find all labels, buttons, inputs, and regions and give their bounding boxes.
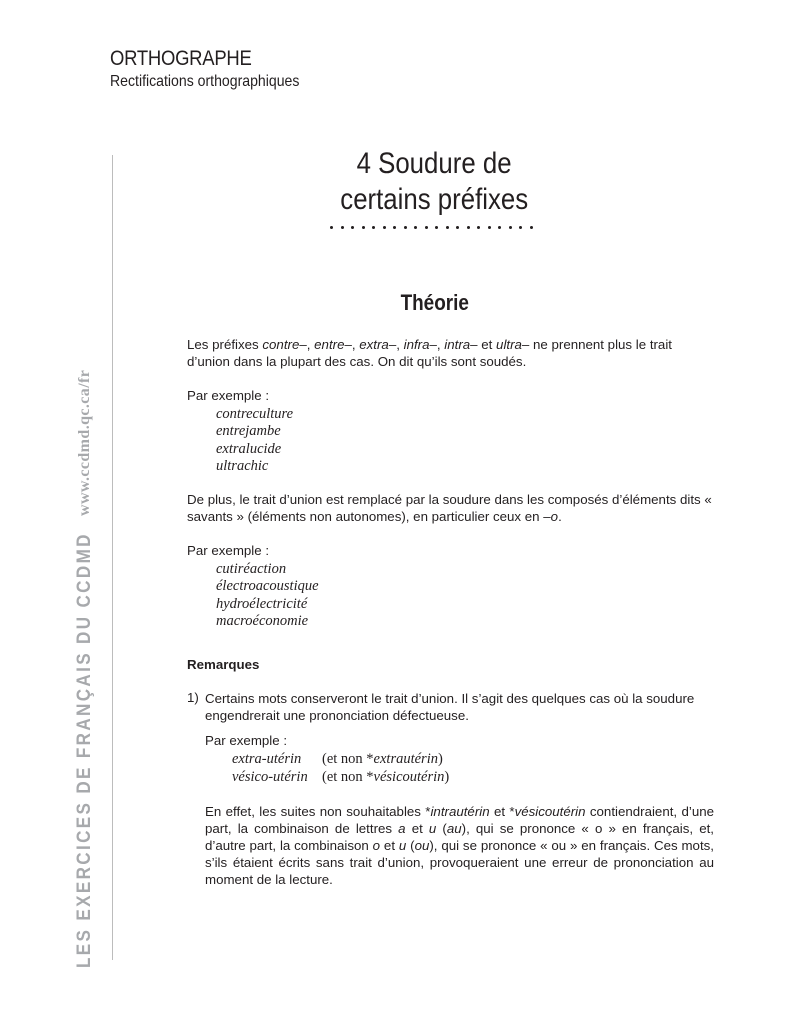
page-header <box>110 47 325 91</box>
dot <box>425 226 428 229</box>
dot <box>414 226 417 229</box>
list-item: entrejambe <box>216 423 281 440</box>
dot <box>435 226 438 229</box>
dot <box>467 226 470 229</box>
comparison-list <box>232 751 449 786</box>
list-item: extralucide <box>216 440 282 457</box>
example-list-1 <box>216 406 293 475</box>
list-item: macroéconomie <box>216 612 309 629</box>
dot <box>477 226 480 229</box>
dot <box>446 226 449 229</box>
dot <box>488 226 491 229</box>
dot <box>330 226 333 229</box>
intro-paragraph: Les préfixes contre–, entre–, extra–, infra–, intra– et ultra– ne prennent plus le trait d’union dans la plupart des cas. On dit qu’ils sont soudés. <box>187 337 672 369</box>
section-title: ORTHOGRAPHE <box>110 47 252 70</box>
dot <box>530 226 533 229</box>
theory-heading: Théorie <box>400 290 470 315</box>
dot <box>372 226 375 229</box>
paragraph-2: De plus, le trait d’union est remplacé par la soudure dans les composés d’éléments dits « savants » (éléments non autonomes), en particulier ceux en –o. <box>187 492 712 524</box>
dot <box>509 226 512 229</box>
dot <box>393 226 396 229</box>
list-item: ultrachic <box>216 457 269 474</box>
series-title: LES EXERCICES DE FRANÇAIS DU CCDMD <box>74 532 95 968</box>
dot <box>498 226 501 229</box>
site-url[interactable]: www.ccdmd.qc.ca/fr <box>76 369 93 516</box>
comparison-row: extra-utérin (et non *extrautérin) <box>232 751 443 767</box>
example-label-1: Par exemple : <box>187 388 270 403</box>
page-title <box>300 146 568 218</box>
example-list-2 <box>216 561 319 630</box>
list-item: hydroélectricité <box>216 595 308 612</box>
example-label-2: Par exemple : <box>187 543 270 558</box>
dot <box>351 226 354 229</box>
dot <box>456 226 459 229</box>
remark-text: Certains mots conserveront le trait d’union. Il s’agit des quelques cas où la soudure engendrerait une prononciation défectueuse. <box>205 691 695 723</box>
sidebar-vertical-text <box>74 368 114 968</box>
remark-example-label: Par exemple : <box>205 733 288 748</box>
dot <box>383 226 386 229</box>
list-item: électroacoustique <box>216 578 319 595</box>
dot <box>404 226 407 229</box>
subsection-title: Rectifications orthographiques <box>110 73 300 90</box>
dot <box>362 226 365 229</box>
title-line-1: 4 Soudure de <box>356 147 512 180</box>
remark-number: 1) <box>187 690 199 705</box>
dot <box>519 226 522 229</box>
list-item: cutiréaction <box>216 561 287 577</box>
dot <box>341 226 344 229</box>
remark-explanation: En effet, les suites non souhaitables *intrautérin et *vésicoutérin contiendraient, d’une part, la combinaison de lettres a et u (au), qui se prononce « o » en français, et, d’autre part, la combinaison o et u (ou), qui se prononce « ou » en français. Ces mots, s’ils étaient écrits sans trait d’union, provoqueraient une erreur de prononciation au moment de la lecture. <box>205 804 714 887</box>
dotted-rule <box>330 222 540 232</box>
remarks-heading: Remarques <box>187 657 260 672</box>
comparison-row: vésico-utérin (et non *vésicoutérin) <box>232 768 450 785</box>
title-line-2: certains préfixes <box>340 183 528 216</box>
list-item: contreculture <box>216 406 294 422</box>
